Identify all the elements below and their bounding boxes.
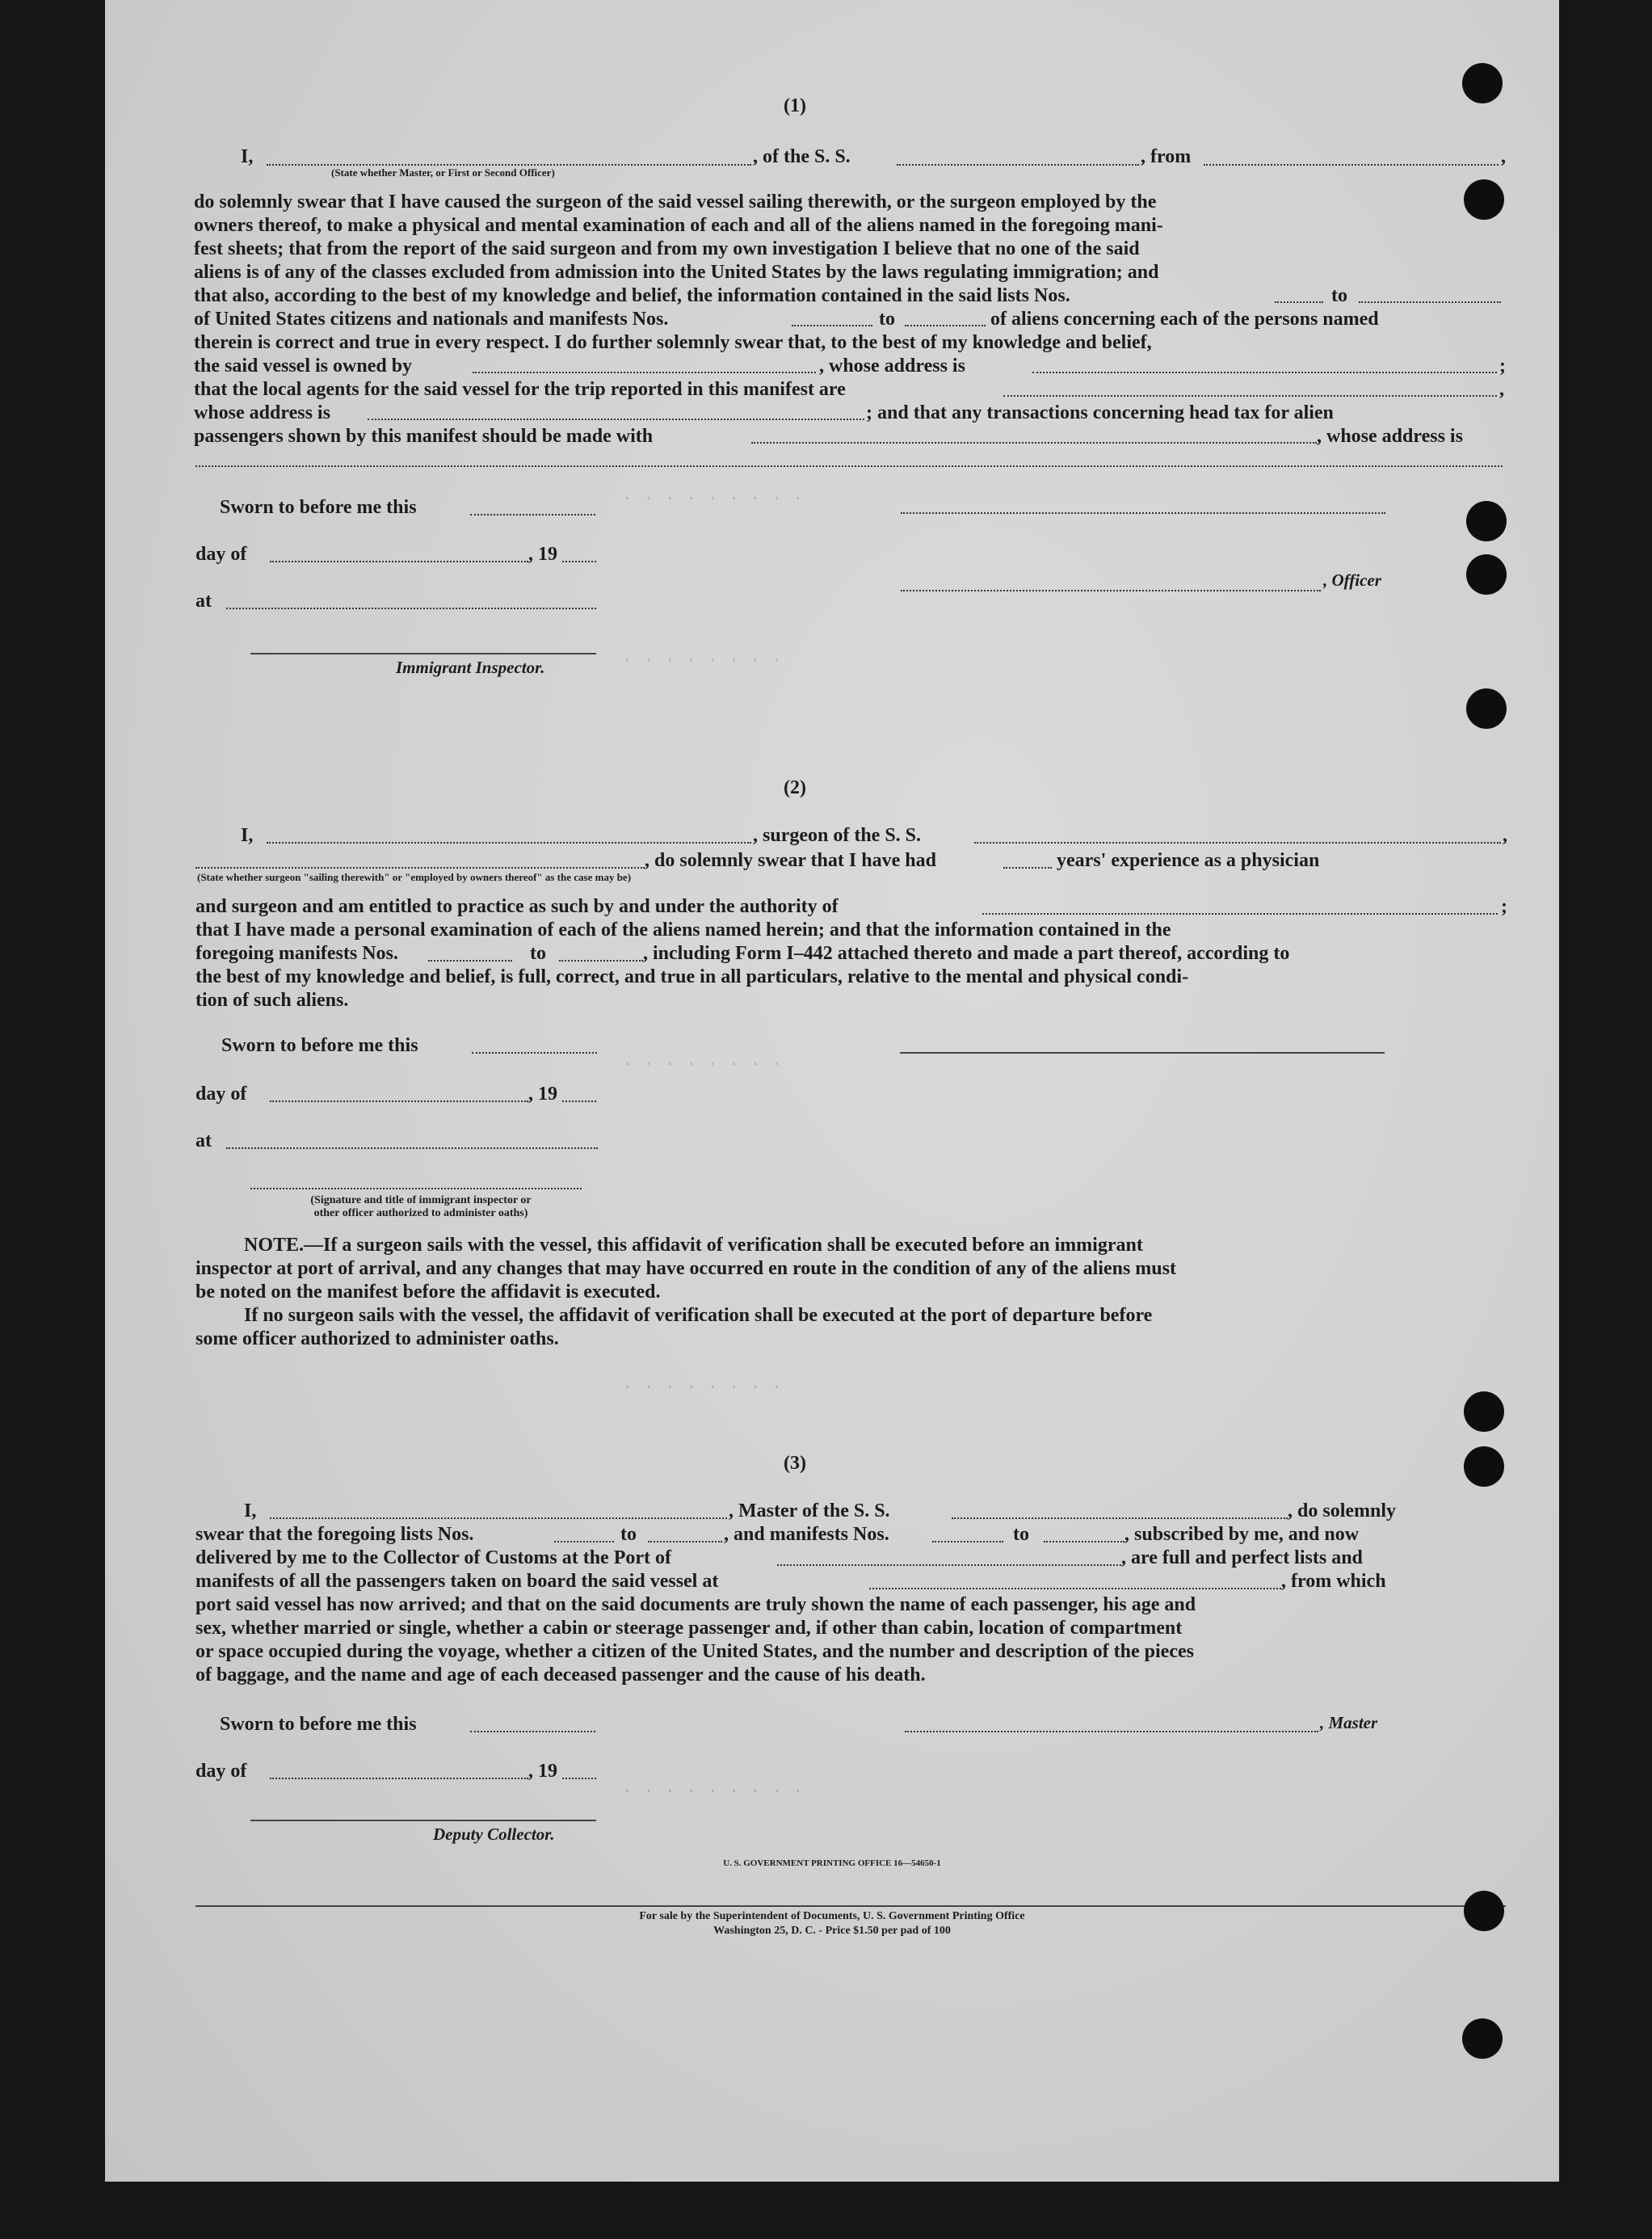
s1-caption-master: (State whether Master, or First or Second Officer): [331, 166, 555, 179]
s1-year-field[interactable]: [562, 561, 596, 562]
punch-hole: [1464, 179, 1504, 220]
s3-l2c: , subscribed by me, and now: [1124, 1524, 1360, 1545]
s2-manifest-from-field[interactable]: [428, 960, 512, 962]
s3-body-0: port said vessel has now arrived; and that on the said documents are truly shown the name of each passenger, his age and: [195, 1594, 1196, 1615]
section-2-number: (2): [784, 777, 806, 798]
s2-manifest-to-field[interactable]: [559, 960, 643, 962]
s3-month-field[interactable]: [270, 1778, 528, 1779]
s3-year-field[interactable]: [562, 1778, 596, 1779]
s3-do-solemnly: , do solemnly: [1288, 1500, 1397, 1521]
s2-years-field[interactable]: [1003, 867, 1052, 869]
s3-l2b: , and manifests Nos.: [724, 1524, 889, 1545]
s1-year: , 19: [528, 544, 557, 565]
s2-year-field[interactable]: [562, 1101, 596, 1102]
s1-semi-a: ;: [1499, 356, 1506, 377]
s1-sworn-day-field[interactable]: [470, 514, 595, 516]
s2-note-1: inspector at port of arrival, and any changes that may have occurred en route in the condition of any of the aliens must: [195, 1258, 1176, 1279]
s2-at-field[interactable]: [226, 1147, 598, 1149]
s2-surgeon-of-ss: , surgeon of the S. S.: [753, 825, 922, 846]
s1-sworn: Sworn to before me this: [220, 497, 417, 518]
sale-line-1: For sale by the Superintendent of Documents, U. S. Government Printing Office: [639, 1910, 1025, 1922]
s1-body-5: of United States citizens and nationals and manifests Nos.: [194, 309, 669, 330]
punch-hole: [1466, 554, 1507, 595]
s1-head-tax-party-field[interactable]: [751, 442, 1317, 444]
s1-body-0: do solemnly swear that I have caused the surgeon of the said vessel sailing therewith, or the surgeon employed by the: [194, 191, 1157, 213]
s3-l2-to1: to: [620, 1524, 637, 1545]
s2-sig-caption-2: other officer authorized to administer oaths): [313, 1207, 528, 1219]
s1-body-3: aliens is of any of the classes excluded from admission into the United States by the laws regulating immigration; and: [194, 262, 1159, 283]
s1-end: ,: [1501, 146, 1506, 167]
s1-day-of: day of: [195, 544, 247, 565]
s3-l3a: delivered by me to the Collector of Customs at the Port of: [195, 1547, 671, 1568]
s2-sig-caption-1: (Signature and title of immigrant inspector or: [310, 1194, 532, 1206]
s3-l3b: , are full and perfect lists and: [1121, 1547, 1363, 1568]
s3-year: , 19: [528, 1761, 557, 1782]
s1-month-field[interactable]: [270, 561, 528, 562]
s1-whose-address-a: , whose address is: [819, 356, 965, 377]
s2-I: I,: [241, 825, 254, 846]
s1-of-ss: , of the S. S.: [753, 146, 851, 167]
s3-l4a: manifests of all the passengers taken on board the said vessel at: [195, 1571, 719, 1592]
s3-sworn: Sworn to before me this: [220, 1714, 417, 1735]
s1-body-4: that also, according to the best of my knowledge and belief, the information contained in the said lists Nos.: [194, 285, 1070, 306]
s1-owner-field[interactable]: [473, 372, 816, 373]
s1-agents-address-field[interactable]: [368, 419, 864, 420]
s2-note-2: be noted on the manifest before the affidavit is executed.: [195, 1282, 661, 1303]
s1-at: at: [195, 591, 212, 612]
s1-from-field[interactable]: [1204, 164, 1499, 166]
s2-line5a: foregoing manifests Nos.: [195, 943, 398, 964]
sale-line-2: Washington 25, D. C. - Price $1.50 per pad of 100: [713, 1925, 951, 1937]
s1-officer-name-field[interactable]: [267, 164, 751, 166]
punch-hole: [1466, 688, 1507, 729]
s1-inspector-signature[interactable]: [250, 653, 596, 654]
s2-note-3: If no surgeon sails with the vessel, the affidavit of verification shall be executed at the port of departure before: [244, 1305, 1153, 1326]
s1-from: , from: [1141, 146, 1192, 167]
s1-officer-signature-1[interactable]: [901, 512, 1385, 514]
s1-at-field[interactable]: [226, 608, 596, 609]
s2-swear: , do solemnly swear that I have had: [645, 850, 936, 871]
s3-l2a: swear that the foregoing lists Nos.: [195, 1524, 474, 1545]
s1-vessel-field[interactable]: [897, 164, 1139, 166]
s2-authority-field[interactable]: [982, 913, 1498, 915]
s1-body-6: therein is correct and true in every respect. I do further solemnly swear that, to the best of my knowledge and belief,: [194, 332, 1152, 353]
s1-body-8: that the local agents for the said vessel for the trip reported in this manifest are: [194, 379, 846, 400]
s1-body-2: fest sheets; that from the report of the said surgeon and from my own investigation I believe that no one of the said: [194, 238, 1140, 259]
s1-I: I,: [241, 146, 254, 167]
s3-lists-from-field[interactable]: [554, 1541, 614, 1542]
s1-lists-from-field[interactable]: [1275, 301, 1323, 303]
s3-embark-port-field[interactable]: [869, 1588, 1281, 1589]
s1-officer-signature-2[interactable]: [901, 590, 1321, 591]
s1-body-9: whose address is: [194, 402, 330, 423]
s2-line3: and surgeon and am entitled to practice as such by and under the authority of: [195, 896, 839, 917]
section-1-number: (1): [784, 95, 806, 116]
s1-to-a: to: [1331, 285, 1347, 306]
s3-deputy-signature[interactable]: [250, 1820, 596, 1821]
s1-head-tax-address-field[interactable]: [195, 465, 1503, 467]
s3-master-of-ss: , Master of the S. S.: [729, 1500, 890, 1521]
s2-day-of: day of: [195, 1084, 247, 1105]
s1-manifests-from-field[interactable]: [792, 325, 872, 326]
punch-hole: [1462, 2018, 1503, 2059]
gpo-imprint: U. S. GOVERNMENT PRINTING OFFICE 16—54650-1: [723, 1858, 941, 1868]
s2-inspector-signature[interactable]: [250, 1188, 582, 1189]
s1-manifests-to-field[interactable]: [905, 325, 986, 326]
s3-lists-to-field[interactable]: [648, 1541, 722, 1542]
s1-body-1: owners thereof, to make a physical and mental examination of each and all of the aliens named in the foregoing mani-: [194, 215, 1163, 236]
s3-sworn-day-field[interactable]: [470, 1731, 595, 1732]
s2-surgeon-name-field[interactable]: [267, 842, 751, 844]
s2-caption-surgeon: (State whether surgeon "sailing therewith" or "employed by owners thereof" as the case may be): [197, 871, 632, 883]
s3-body-3: of baggage, and the name and age of each deceased passenger and the cause of his death.: [195, 1665, 926, 1686]
s2-sworn-day-field[interactable]: [472, 1052, 597, 1054]
form-page: . . . . . . . . . . . . . . . . . . . . . . . . . . . . . . . . . . . . . . . . . . (1) I, , of the S. S. , from , (State whether Master, or First or Second Officer) do solemnly swear that I have caused the surgeon of the said vessel sailing therewith, or the surgeon employed by the owners thereof, to make a physical and mental examination of each and all of the aliens named in the foregoing mani- fest sheets; that from the report of the said surgeon and from my own investigation I believe that no one of the said aliens is of any of the classes excluded from admission into the United States by the laws regulating immigration; and that also, according to the best of my knowledge and belief, the information contained in the said lists Nos. to of United States citizens and nationals and manifests Nos. to of aliens concerning each of the persons named therein is correct and true in every respect. I do further solemnly swear that, to the best of my knowledge and belief, the said vessel is owned by , whose address is ; that the local agents for the said vessel for the trip reported in this manifest are , whose address is ; and that any transactions concerning head tax for alien passengers shown by this manifest should be made with , whose address is Sworn to before me this day of , 19 , Officer at Immigrant Inspector. (2) I, , surgeon of the S. S. , , do solemnly swear that I have had years' experience as a physician (State whether surgeon "sailing therewith" or "employed by owners thereof" as the case may be) and surgeon and am entitled to practice as such by and under the authority of ; that I have made a personal examination of each of the aliens named herein; and that the information contained in the foregoing manifests Nos. to , including Form I–442 attached thereto and made a part thereof, according to the best of my knowledge and belief, is full, correct, and true in all particulars, relative to the mental and physical condi- tion of such aliens. Sworn to before me this day of , 19 at (Signature and title of immigrant inspector or other officer authorized to administer oaths) NOTE.—If a surgeon sails with the vessel, this affidavit of verification shall be executed before an immigrant inspector at port of arrival, and any changes that may have occurred en route in the condition of any of the aliens must be noted on the manifest before the affidavit is executed. If no surgeon sails with the vessel, the affidavit of verification shall be executed at the port of departure before some officer authorized to administer oaths. (3) I, , Master of the S. S. , do solemnly swear that the foregoing lists Nos. to , and manifests Nos. to , subscribed by me, and now delivered by me to the Collector of Customs at the Port of , are full and perfect lists and manifests of all the passengers taken on board the said vessel at , from which port said vessel has now arrived; and that on the said documents are truly shown the name of each passenger, his age and sex, whether married or single, whether a cabin or steerage passenger and, if other than cabin, location of compartment or space occupied during the voyage, whether a citizen of the United States, and the number and description of the pieces of baggage, and the name and age of each deceased passenger and the cause of his death. Sworn to before me this , Master day of , 19 Deputy Collector. U. S. GOVERNMENT PRINTING OFFICE 16—54650-1 For sale by the Superintendent of Documents, U. S. Government Printing Office Washington 25, D. C. - Price $1.50 per pad of 100: [105, 0, 1559, 2182]
s2-at: at: [195, 1130, 212, 1151]
s2-month-field[interactable]: [270, 1101, 528, 1102]
punch-hole: [1462, 63, 1503, 103]
s3-port-field[interactable]: [777, 1564, 1121, 1566]
s1-lists-to-field[interactable]: [1359, 301, 1501, 303]
s3-master-signature[interactable]: [905, 1731, 1318, 1732]
s2-line5b: , including Form I–442 attached thereto and made a part thereof, according to: [643, 943, 1290, 964]
s1-agents-field[interactable]: [1003, 395, 1497, 397]
s2-vessel-field[interactable]: [974, 842, 1501, 844]
s3-I: I,: [244, 1500, 257, 1521]
s2-end: ,: [1503, 825, 1507, 846]
s1-body-7: the said vessel is owned by: [194, 356, 413, 377]
s2-years: years' experience as a physician: [1057, 850, 1320, 871]
s3-body-2: or space occupied during the voyage, whether a citizen of the United States, and the number and description of the pieces: [195, 1641, 1194, 1662]
s2-line3-end: ;: [1501, 896, 1507, 917]
s3-manifests-to-field[interactable]: [1044, 1541, 1124, 1542]
s2-note-4: some officer authorized to administer oaths.: [195, 1328, 559, 1349]
s3-master-name-field[interactable]: [270, 1517, 727, 1519]
s1-body-10: passengers shown by this manifest should be made with: [194, 426, 654, 447]
s3-manifests-from-field[interactable]: [932, 1541, 1003, 1542]
punch-hole: [1464, 1391, 1504, 1432]
footer-divider: [195, 1905, 1506, 1907]
s1-head-tax: ; and that any transactions concerning head tax for alien: [866, 402, 1334, 423]
s2-note-0: NOTE.—If a surgeon sails with the vessel, this affidavit of verification shall be executed before an immigrant: [244, 1235, 1143, 1256]
s2-line7: tion of such aliens.: [195, 990, 349, 1011]
s2-line6: the best of my knowledge and belief, is full, correct, and true in all particulars, relative to the mental and physical condi-: [195, 966, 1189, 987]
s1-inspector: Immigrant Inspector.: [396, 658, 545, 677]
punch-hole: [1466, 501, 1507, 541]
s2-line5-to: to: [530, 943, 546, 964]
s3-day-of: day of: [195, 1761, 247, 1782]
punch-hole: [1464, 1891, 1504, 1931]
s3-l4b: , from which: [1281, 1571, 1386, 1592]
s1-owner-address-field[interactable]: [1032, 372, 1497, 373]
s3-vessel-field[interactable]: [952, 1517, 1288, 1519]
s2-line4: that I have made a personal examination of each of the aliens named herein; and that the information contained in the: [195, 920, 1171, 941]
s2-year: , 19: [528, 1084, 557, 1105]
s2-sworn: Sworn to before me this: [221, 1035, 418, 1056]
s3-l2-to2: to: [1013, 1524, 1029, 1545]
s1-to-b: to: [879, 309, 895, 330]
section-3-number: (3): [784, 1453, 806, 1474]
s3-deputy: Deputy Collector.: [433, 1824, 555, 1844]
s2-officer-signature[interactable]: [900, 1052, 1385, 1054]
s1-officer: , Officer: [1323, 570, 1381, 590]
s3-master: , Master: [1320, 1713, 1378, 1732]
s1-aliens-concerning: of aliens concerning each of the persons named: [990, 309, 1379, 330]
s1-comma-a: ,: [1499, 379, 1504, 400]
punch-hole: [1464, 1446, 1504, 1487]
s1-whose-address-b: , whose address is: [1317, 426, 1463, 447]
s3-body-1: sex, whether married or single, whether a cabin or steerage passenger and, if other than cabin, location of compartment: [195, 1618, 1183, 1639]
s2-surgeon-type-field[interactable]: [195, 867, 645, 869]
